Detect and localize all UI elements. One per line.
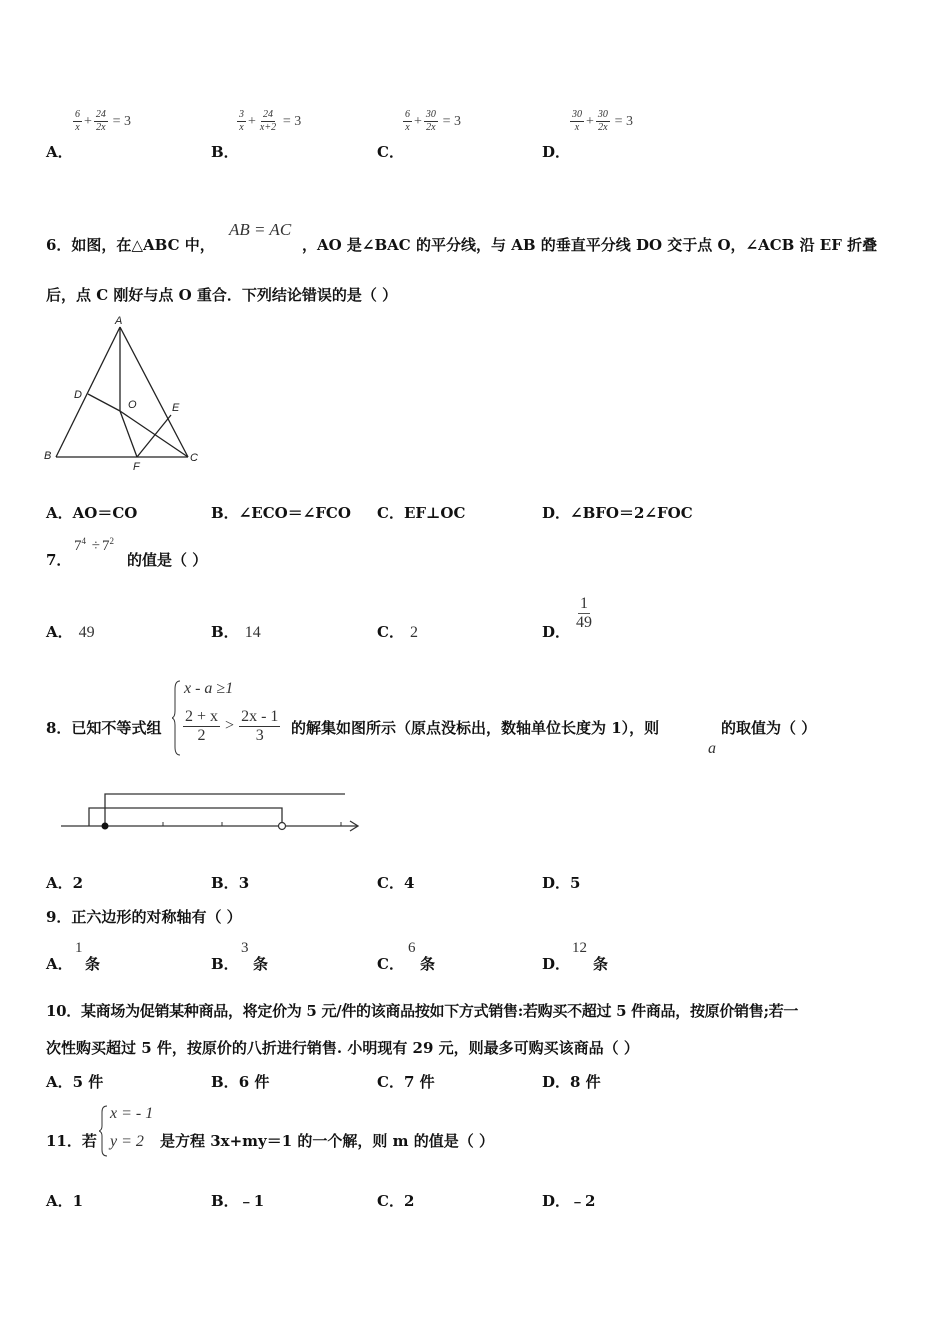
- q7-expression: $7^4 \div 7^2$: [74, 536, 114, 554]
- q10-option-b[interactable]: B．6 件: [211, 1073, 270, 1091]
- q7-option-d[interactable]: D．: [542, 623, 571, 641]
- q10-line1: 10．某商场为促销某种商品，将定价为 5 元/件的该商品按如下方式销售:若购买不超过 5 件商品，按原价销售;若一: [46, 1002, 799, 1020]
- q8-suffix: 的取值为（ ）: [721, 719, 817, 737]
- q6-option-b[interactable]: B．∠ECO＝∠FCO: [211, 504, 351, 522]
- q6-text-part1: 6．如图，在△ABC 中，: [46, 236, 215, 254]
- q6-option-c[interactable]: C．EF⊥OC: [377, 504, 466, 522]
- q11-prefix: 11．若: [46, 1132, 97, 1150]
- q9-option-d-number: 12: [572, 940, 587, 956]
- q8-number-line: [55, 786, 365, 836]
- label-c: C: [190, 452, 198, 464]
- q10-line2: 次性购买超过 5 件，按原价的八折进行销售. 小明现有 29 元，则最多可购买该商品（ ）: [46, 1039, 639, 1057]
- q9-option-a[interactable]: A．: [46, 955, 73, 973]
- q9-option-c-number: 6: [408, 940, 416, 956]
- q8-option-a[interactable]: A．2: [46, 874, 84, 892]
- q9-option-b-number: 3: [241, 940, 249, 956]
- q8-inequality-1: x - a ≥1: [184, 680, 234, 697]
- q10-option-c[interactable]: C．7 件: [377, 1073, 435, 1091]
- q10-option-a[interactable]: A．5 件: [46, 1073, 104, 1091]
- closed-point: [102, 823, 109, 830]
- q9-option-a-unit: 条: [85, 955, 101, 973]
- q10-option-d[interactable]: D．8 件: [542, 1073, 601, 1091]
- segment-fe: [137, 415, 171, 457]
- q9-option-d[interactable]: D．: [542, 955, 571, 973]
- q11-equation-2: y = 2: [110, 1133, 144, 1150]
- q8-variable-a: a: [708, 740, 716, 757]
- q7-option-d-fraction: $\frac{1}{49}$: [576, 595, 592, 631]
- q11-equation-1: x = - 1: [110, 1105, 154, 1122]
- q9-option-c[interactable]: C．: [377, 955, 404, 973]
- q5-option-a-letter: A．: [46, 143, 73, 161]
- q5-option-b-letter: B．: [211, 143, 239, 161]
- q5-option-d-equation: $\frac{30}{x}$ + $\frac{30}{2x}$ = 3: [572, 109, 634, 133]
- q6-text-line2: 后，点 C 刚好与点 O 重合．下列结论错误的是（ ）: [46, 286, 398, 304]
- q8-option-c[interactable]: C．4: [377, 874, 415, 892]
- open-point: [279, 823, 286, 830]
- ray-x-ge: [105, 794, 345, 826]
- q9-option-b-unit: 条: [253, 955, 269, 973]
- q7-suffix: 的值是（ ）: [127, 551, 208, 569]
- q8-prefix: 8．已知不等式组: [46, 719, 162, 737]
- label-o: O: [128, 399, 137, 411]
- q8-inequality-2: $\frac{2 + x}{2}$ > $\frac{2x - 1}{3}$: [185, 708, 279, 744]
- q7-option-c[interactable]: C． 2: [377, 623, 418, 641]
- q11-option-a[interactable]: A．1: [46, 1192, 84, 1210]
- q8-option-d[interactable]: D．5: [542, 874, 581, 892]
- q11-option-d[interactable]: D．﹣2: [542, 1192, 596, 1210]
- q11-option-b[interactable]: B．﹣1: [211, 1192, 265, 1210]
- q6-triangle-figure: [40, 310, 210, 475]
- q11-text: 是方程 3x+my＝1 的一个解，则 m 的值是（ ）: [160, 1132, 494, 1150]
- q8-text: 的解集如图所示（原点没标出，数轴单位长度为 1），则: [291, 719, 660, 737]
- label-f: F: [133, 461, 140, 473]
- segment-of: [120, 411, 137, 457]
- label-a: A: [115, 315, 123, 327]
- segment-ab: [56, 327, 120, 457]
- q5-option-d-letter: D．: [542, 143, 571, 161]
- q7-number: 7．: [46, 551, 72, 569]
- label-b: B: [44, 450, 52, 462]
- q5-option-b-equation: $\frac{3}{x}$ + $\frac{24}{x+2}$ = 3: [239, 109, 302, 133]
- q9-option-b[interactable]: B．: [211, 955, 239, 973]
- q9-question: 9．正六边形的对称轴有（ ）: [46, 908, 242, 926]
- q6-option-a[interactable]: A．AO＝CO: [46, 504, 138, 522]
- segment-do: [88, 394, 120, 411]
- q5-option-a-equation: $\frac{6}{x}$ + $\frac{24}{2x}$ = 3: [75, 109, 132, 133]
- label-d: D: [74, 389, 82, 401]
- segment-oc: [120, 411, 188, 457]
- q11-system-brace: [99, 1104, 109, 1158]
- q5-option-c-equation: $\frac{6}{x}$ + $\frac{30}{2x}$ = 3: [405, 109, 462, 133]
- q9-option-d-unit: 条: [593, 955, 609, 973]
- q11-option-c[interactable]: C．2: [377, 1192, 415, 1210]
- segment-x-lt: [89, 808, 282, 826]
- label-e: E: [172, 402, 180, 414]
- q6-formula: AB = AC: [229, 220, 292, 239]
- q7-option-b[interactable]: B． 14: [211, 623, 261, 641]
- q9-option-c-unit: 条: [420, 955, 436, 973]
- q5-option-c-letter: C．: [377, 143, 404, 161]
- q8-option-b[interactable]: B．3: [211, 874, 250, 892]
- q6-text-part2: ，AO 是∠BAC 的平分线，与 AB 的垂直平分线 DO 交于点 O，∠ACB 沿 EF 折叠: [302, 236, 878, 254]
- q9-option-a-number: 1: [75, 940, 83, 956]
- q7-option-a[interactable]: A． 49: [46, 623, 95, 641]
- q6-option-d[interactable]: D．∠BFO＝2∠FOC: [542, 504, 693, 522]
- q8-system-brace: [172, 679, 182, 757]
